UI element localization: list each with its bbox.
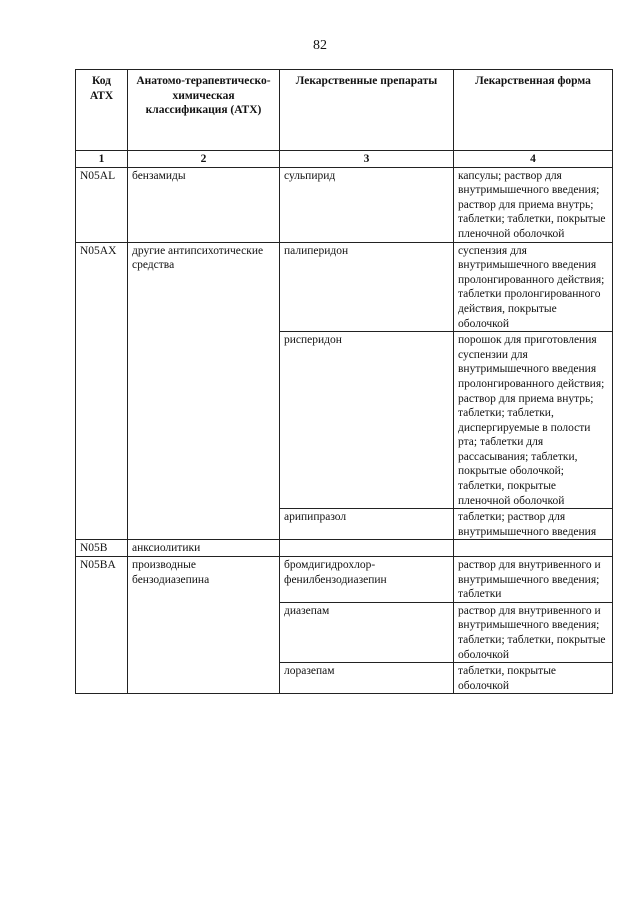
column-number: 2 [128, 151, 280, 168]
atc-code: N05AX [76, 242, 128, 540]
header-drugs: Лекарственные препараты [280, 70, 454, 151]
column-number: 1 [76, 151, 128, 168]
header-classification: Анатомо-терапевтическо-химическая классификация (АТХ) [128, 70, 280, 151]
dosage-form [454, 540, 613, 557]
table-row [76, 557, 613, 603]
atc-code: N05B [76, 540, 128, 557]
atc-code: N05BA [76, 557, 128, 694]
atc-classification: бензамиды [128, 167, 280, 242]
drug-name [280, 540, 454, 557]
dosage-form: таблетки; раствор для внутримышечного введения [454, 509, 613, 540]
dosage-form: порошок для приготовления суспензии для внутримышечного введения пролонгированного действия; раствор для приема внутрь; таблетки; таблетки, диспергируемые в полости рта; таблетки для рассасывания; таблетки, покрытые оболочкой; таблетки, покрытые пленочной оболочкой [454, 332, 613, 509]
drug-name: сульпирид [280, 167, 454, 242]
drug-name: лоразепам [280, 663, 454, 694]
atc-code: N05AL [76, 167, 128, 242]
dosage-form: таблетки, покрытые оболочкой [454, 663, 613, 694]
dosage-form: суспензия для внутримышечного введения пролонгированного действия; таблетки пролонгированного действия, покрытые оболочкой [454, 242, 613, 332]
header-dosage-form: Лекарственная форма [454, 70, 613, 151]
atc-classification: производные бензодиазепина [128, 557, 280, 694]
table-row [76, 167, 613, 242]
atc-classification: другие антипсихотические средства [128, 242, 280, 540]
table-header-row [76, 70, 613, 151]
drug-name: палиперидон [280, 242, 454, 332]
drug-name: диазепам [280, 602, 454, 662]
drug-name: арипипразол [280, 509, 454, 540]
column-number: 3 [280, 151, 454, 168]
atc-drug-table [75, 69, 613, 694]
page-number: 82 [313, 38, 327, 53]
table-row [76, 540, 613, 557]
dosage-form: раствор для внутривенного и внутримышечного введения; таблетки [454, 557, 613, 603]
atc-classification: анксиолитики [128, 540, 280, 557]
drug-name: рисперидон [280, 332, 454, 509]
table-row [76, 242, 613, 332]
dosage-form: капсулы; раствор для внутримышечного введения; раствор для приема внутрь; таблетки; таблетки, покрытые пленочной оболочкой [454, 167, 613, 242]
column-number: 4 [454, 151, 613, 168]
header-code: Код АТХ [76, 70, 128, 151]
drug-name: бромдигидрохлор-фенилбензодиазепин [280, 557, 454, 603]
column-number-row [76, 151, 613, 168]
dosage-form: раствор для внутривенного и внутримышечного введения; таблетки; таблетки, покрытые оболочкой [454, 602, 613, 662]
